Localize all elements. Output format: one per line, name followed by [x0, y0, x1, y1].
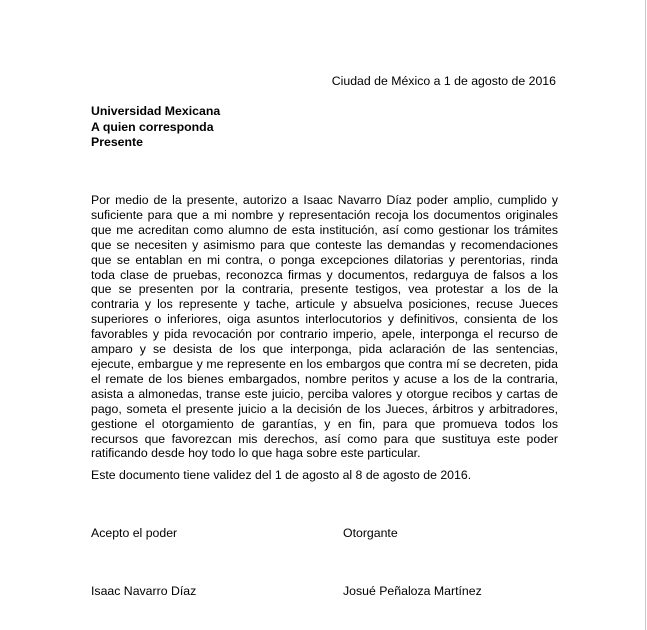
letter-body: Por medio de la presente, autorizo a Isaac Navarro Díaz poder amplio, cumplido y suficiente para que a mi nombre y representación recoja los documentos originales que me acreditan como alumno de esta institución, así como gestionar los trámites que se necesiten y asimismo para que conteste las demandas y recomendaciones que se entablan en mi contra, o ponga excepciones dilatorias y perentorias, rinda toda clase de pruebas, reconozca firmas y documentos, redarguya de falsos a los que se presenten por la contraria, presente testigos, vea protestar a los de la contraria y los represente y tache, articule y absuelva posiciones, recuse Jueces superiores o inferiores, oiga asuntos interlocutorios y definitivos, consienta de los favorables y pida revocación por contrario imperio, apele, interponga el recurso de amparo y se desista de los que interponga, pida aclaración de las sentencias, ejecute, embargue y me represente en los embargos que contra mí se decreten, pida el remate de los bienes embargados, nombre peritos y acuse a los de la contraria, asista a almonedas, transe este juicio, perciba valores y otorgue recibos y cartas de pago, someta el presente juicio a la decisión de los Jueces, árbitros y arbitradores, gestione el otorgamiento de garantías, y en fin, para que promueva todos los recursos que favorezcan mis derechos, así como para que sustituya este poder ratificando desde hoy todo lo que haga sobre este particular.: [91, 193, 558, 461]
signature-grantor-label: Otorgante: [343, 526, 398, 540]
signature-accept-name: Isaac Navarro Díaz: [91, 584, 197, 598]
recipient-block: [91, 104, 220, 151]
recipient-presente: Presente: [91, 135, 143, 149]
validity-statement: Este documento tiene validez del 1 de agosto al 8 de agosto de 2016.: [91, 468, 472, 482]
signature-grantor-name: Josué Peñaloza Martínez: [343, 584, 482, 598]
recipient-institution: Universidad Mexicana: [91, 104, 221, 118]
place-date: Ciudad de México a 1 de agosto de 2016: [331, 74, 556, 88]
signature-accept-label: Acepto el poder: [91, 526, 178, 540]
recipient-salutation: A quien corresponda: [91, 119, 214, 134]
